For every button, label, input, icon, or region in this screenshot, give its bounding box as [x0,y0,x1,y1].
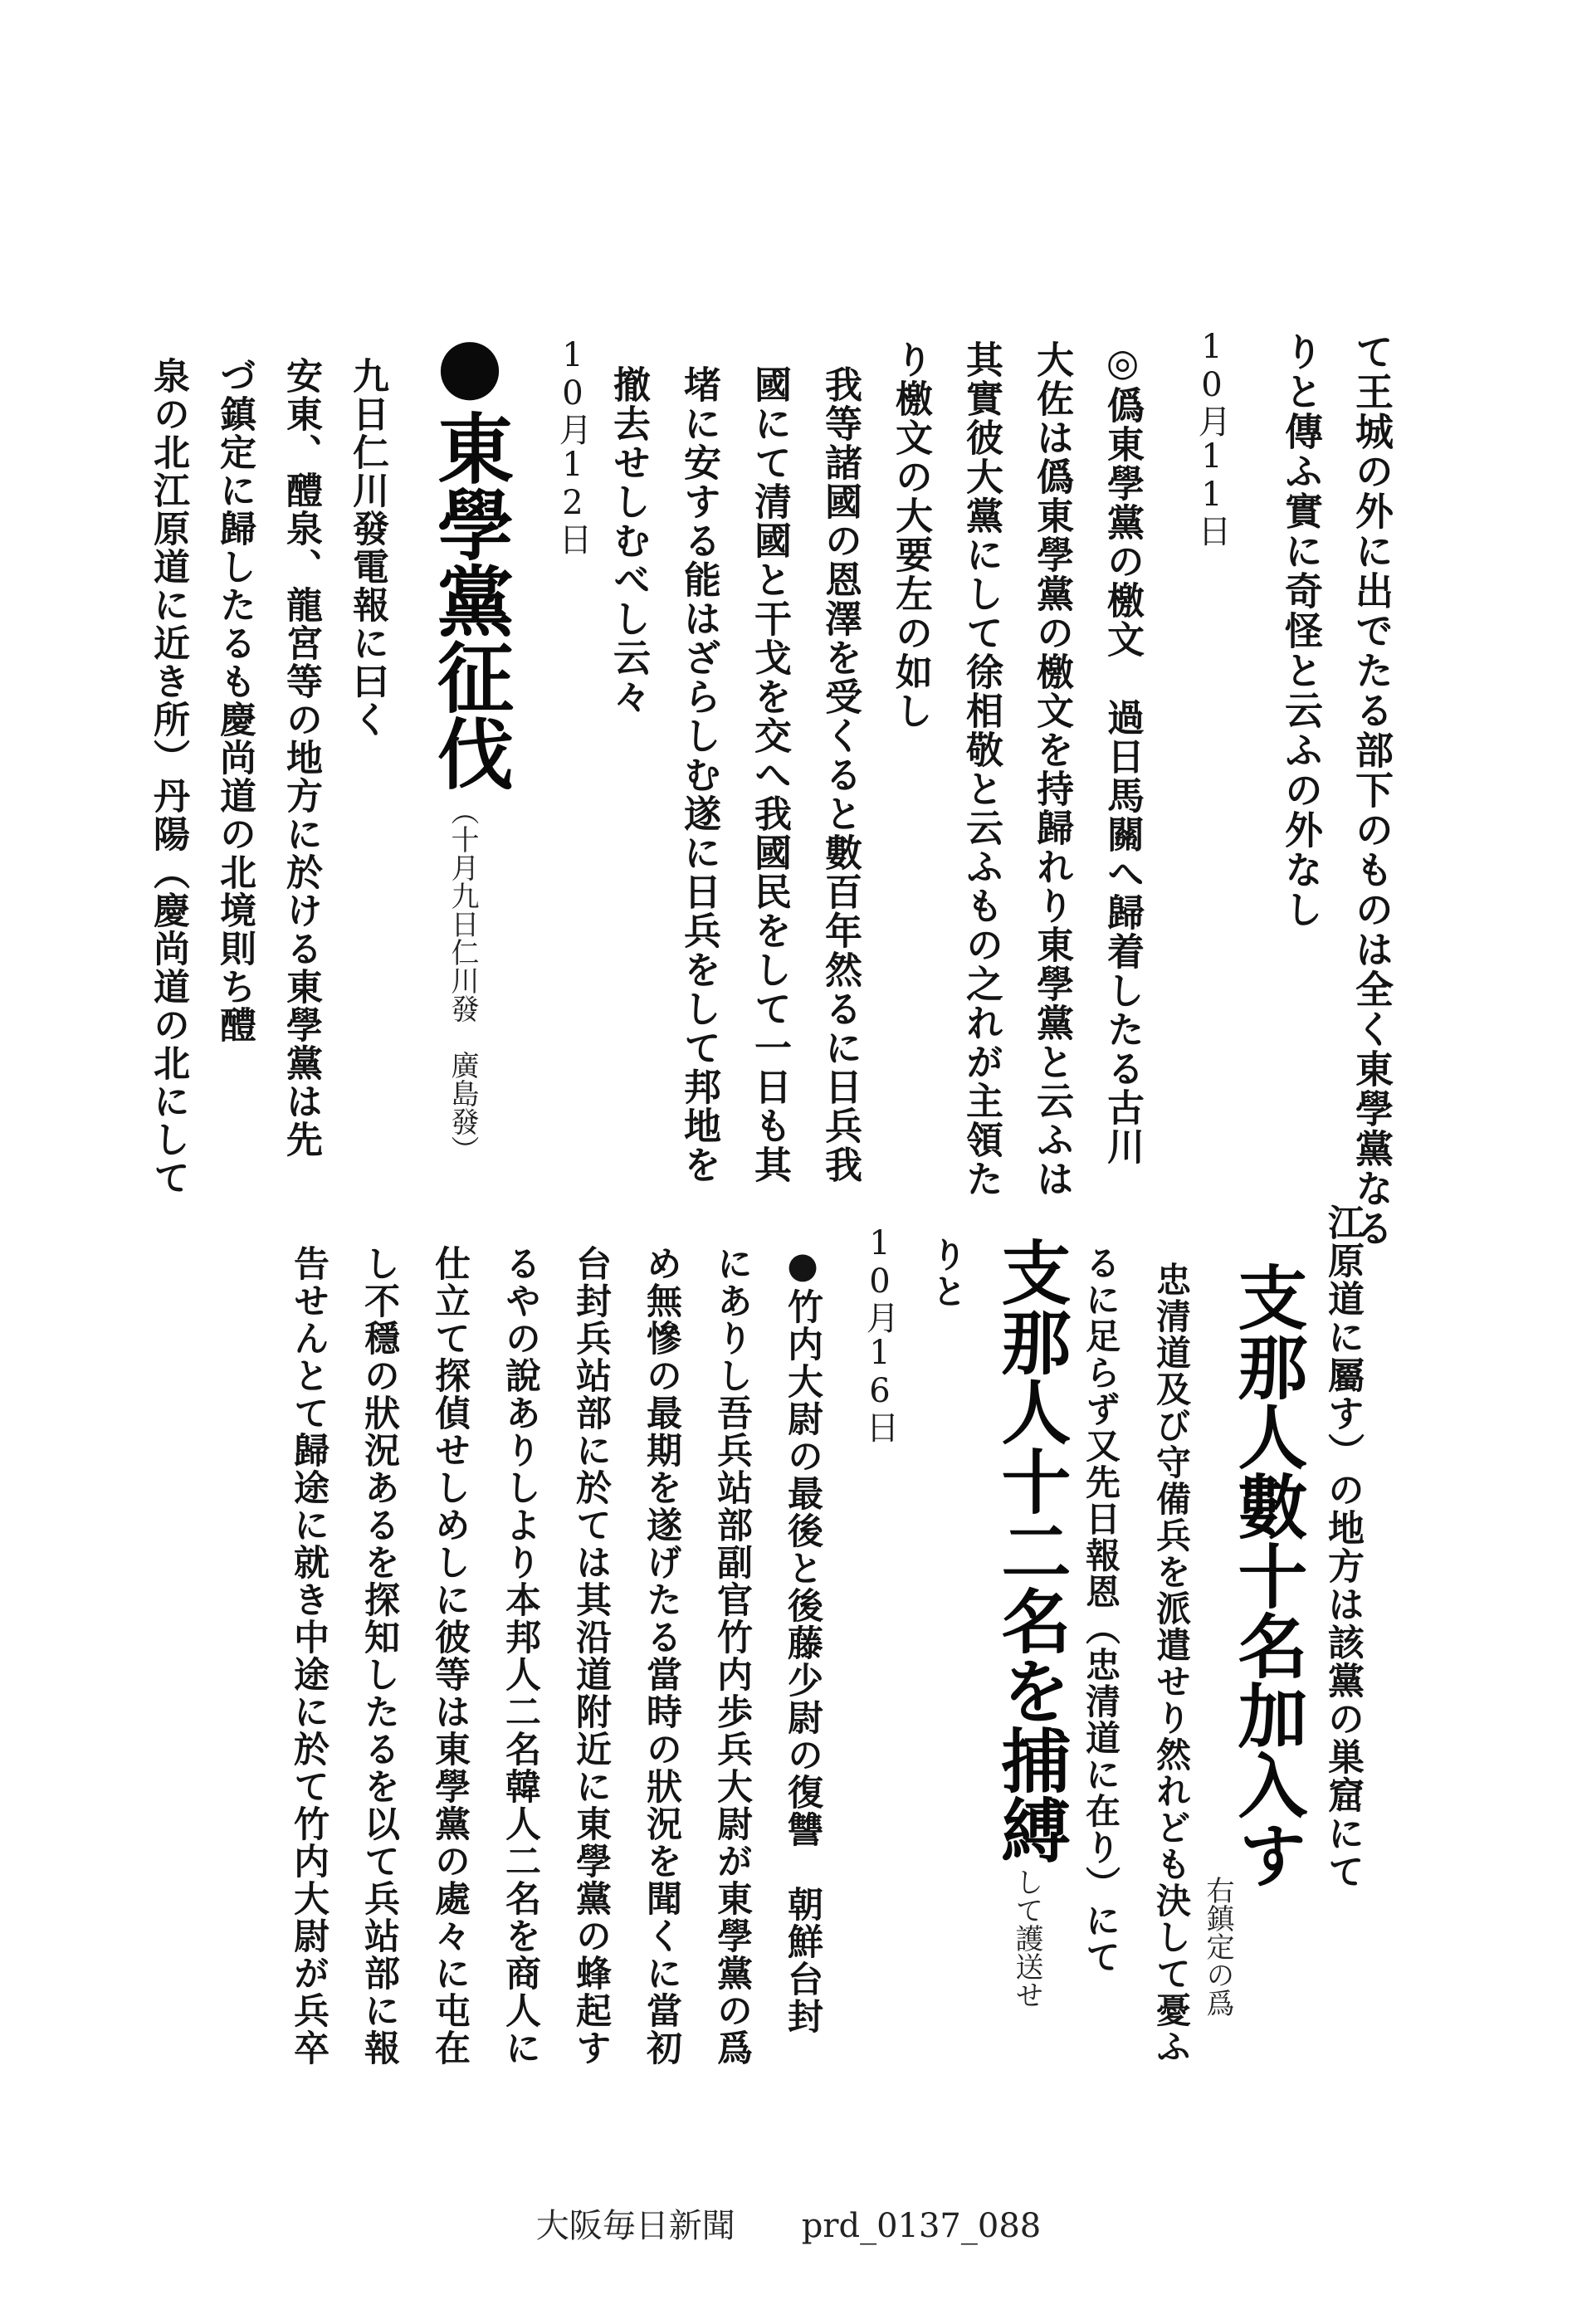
text-column: 右鎮定の爲 [1201,1876,1234,2017]
text-column: め無慘の最期を遂げたる當時の狀況を聞くに當初 [641,1245,682,2067]
text-column: して護送せ [1010,1868,1043,2009]
text-column: るやの說ありしより本邦人二名韓人二名を商人に [500,1245,541,2067]
text-column: 忠清道及び守備兵を派遣せり然れども決して憂ふ [1151,1262,1192,2065]
text-column: 堵に安する能はざらしむ遂に日兵をして邦地を [677,365,721,1184]
text-column: 其實彼大黨にして徐相敬と云ふもの之れが主領た [959,340,1003,1199]
page-footer [0,2200,1577,2247]
date-label: 10月12日 [554,336,592,555]
date-label: 10月16日 [861,1224,899,1443]
headline: ●東學黨征伐 [425,320,515,791]
text-column: づ鎮定に歸したるも慶尚道の北境則ち醴 [213,357,256,1044]
text-column: り檄文の大要左の如し [889,340,933,730]
source-name: 大阪毎日新聞 [535,2207,735,2245]
subheadline: 支那人十二名を捕縛 [990,1237,1072,1864]
text-column: て王城の外に出でたる部下のものは全く東學黨なる [1350,332,1394,1248]
text-column: 大佐は僞東學黨の檄文を持歸れり東學黨と云ふは [1030,340,1074,1199]
date-label: 10月11日 [1193,328,1231,547]
headline-note: （十月九日仁川發 廣島發） [446,797,479,1164]
text-column: 告せんとて歸途に就き中途に於て竹内大尉が兵卒 [288,1245,330,2067]
text-column: りと [927,1237,968,1310]
text-column: 泉の北江原道に近き所）丹陽（慶尚道の北にして [147,357,189,1197]
text-column: るに足らず又先日報恩（忠清道に在り）にて [1081,1245,1121,1975]
page-id: prd_0137_088 [801,2207,1042,2245]
text-column: し不穩の狀況あるを探知したるを以て兵站部に報 [359,1245,400,2067]
text-column: ◎僞東學黨の檄文 過日馬關へ歸着したる古川 [1101,340,1145,1166]
text-column: 國にて清國と干戈を交へ我國民をして一日も其 [748,365,792,1184]
text-column: 安東、醴泉、龍宮等の地方に於ける東學黨は先 [280,357,322,1159]
text-column: 撤去せしむべし云々 [607,365,651,716]
text-column: 我等諸國の恩澤を受くると數百年然るに日兵我 [818,365,862,1184]
text-column: 仕立て探偵せしめしに彼等は東學黨の處々に屯在 [429,1245,471,2067]
text-column: 台封兵站部に於ては其沿道附近に東學黨の蜂起す [570,1245,612,2067]
text-column: ●竹内大尉の最後と後藤少尉の復讐 朝鮮台封 [782,1245,823,2035]
text-column: にありし吾兵站部副官竹内歩兵大尉が東學黨の爲 [711,1245,753,2067]
text-column: 九日仁川發電報に曰く [346,357,388,739]
text-column: 江原道に屬す）の地方は該黨の巣窟にて [1321,1204,1364,1891]
text-column: りと傳ふ實に奇怪と云ふの外なし [1279,332,1324,930]
subheadline: 支那人數十名加入す [1227,1262,1309,1889]
